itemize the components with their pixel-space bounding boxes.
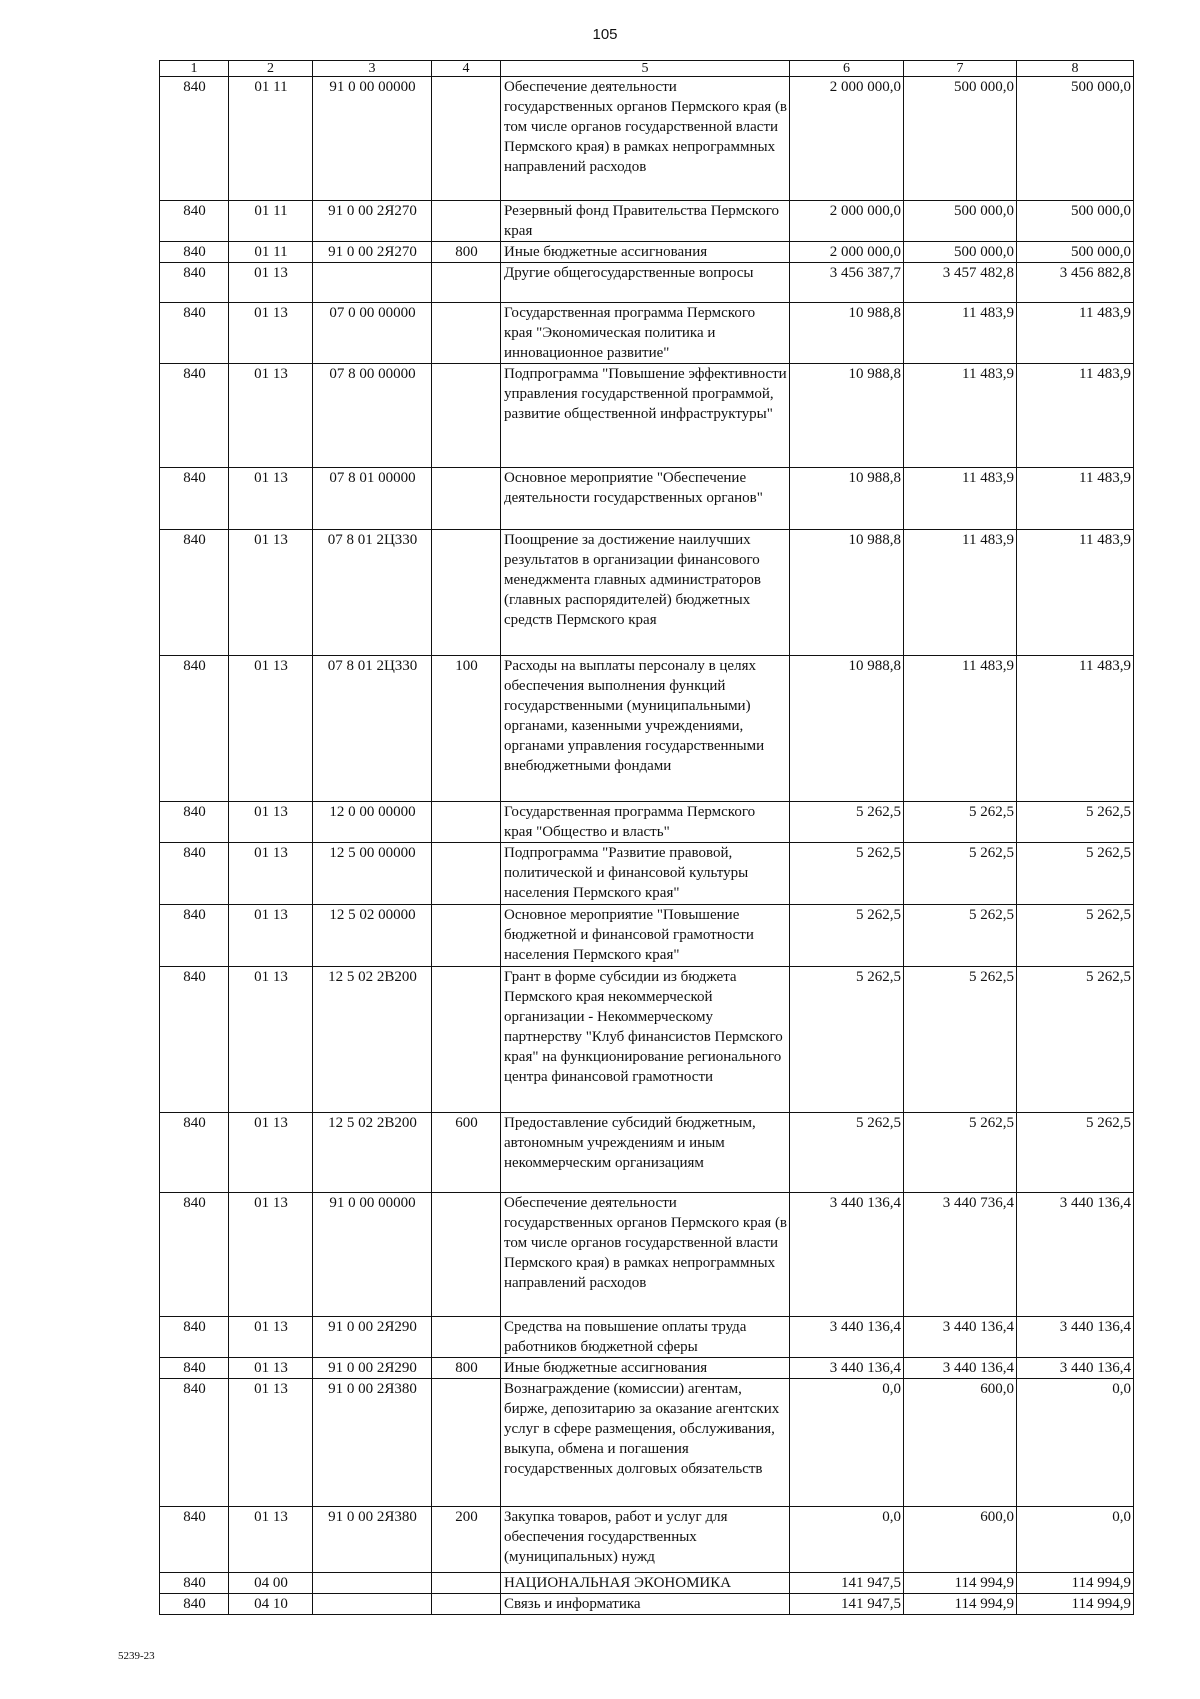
row-code-gu: 840 [160,802,229,843]
row-amount-2: 114 994,9 [904,1594,1017,1615]
table-row [160,1507,1134,1573]
row-code-gu: 840 [160,530,229,656]
document-code: 5239-23 [118,1650,155,1662]
table-row [160,263,1134,303]
row-amount-2: 11 483,9 [904,468,1017,530]
row-section: 01 13 [229,802,313,843]
row-amount-1: 5 262,5 [790,1113,904,1193]
row-amount-3: 500 000,0 [1017,77,1134,201]
row-amount-1: 5 262,5 [790,843,904,905]
row-amount-2: 5 262,5 [904,843,1017,905]
table-row [160,530,1134,656]
row-amount-3: 11 483,9 [1017,364,1134,468]
row-section: 04 00 [229,1573,313,1594]
row-code-gu: 840 [160,77,229,201]
row-amount-3: 0,0 [1017,1507,1134,1573]
row-code-gu: 840 [160,263,229,303]
table-row [160,905,1134,967]
row-amount-2: 500 000,0 [904,77,1017,201]
row-amount-1: 5 262,5 [790,905,904,967]
row-expense-type: 200 [432,1507,501,1573]
row-code-gu: 840 [160,1573,229,1594]
row-amount-1: 10 988,8 [790,303,904,364]
row-name: Основное мероприятие "Обеспечение деятельности государственных органов" [501,468,790,530]
row-amount-2: 3 440 736,4 [904,1193,1017,1317]
row-amount-1: 3 440 136,4 [790,1358,904,1379]
row-expense-type [432,201,501,242]
row-name: Резервный фонд Правительства Пермского края [501,201,790,242]
row-name: Иные бюджетные ассигнования [501,1358,790,1379]
column-header: 7 [904,61,1017,77]
row-amount-1: 3 440 136,4 [790,1317,904,1358]
row-name: НАЦИОНАЛЬНАЯ ЭКОНОМИКА [501,1573,790,1594]
column-header: 2 [229,61,313,77]
row-name: Связь и информатика [501,1594,790,1615]
row-amount-3: 5 262,5 [1017,843,1134,905]
row-amount-2: 11 483,9 [904,303,1017,364]
row-expense-type [432,1317,501,1358]
row-target-article: 91 0 00 2Я290 [313,1317,432,1358]
row-code-gu: 840 [160,1594,229,1615]
row-expense-type: 800 [432,1358,501,1379]
row-amount-2: 3 440 136,4 [904,1358,1017,1379]
row-target-article: 91 0 00 2Я270 [313,201,432,242]
row-expense-type [432,802,501,843]
table-row [160,364,1134,468]
row-target-article: 12 5 00 00000 [313,843,432,905]
row-name: Средства на повышение оплаты труда работников бюджетной сферы [501,1317,790,1358]
column-header: 5 [501,61,790,77]
row-section: 01 13 [229,1193,313,1317]
row-target-article: 91 0 00 2Я290 [313,1358,432,1379]
row-amount-3: 11 483,9 [1017,530,1134,656]
row-amount-2: 5 262,5 [904,905,1017,967]
row-target-article [313,263,432,303]
row-amount-3: 114 994,9 [1017,1573,1134,1594]
row-name: Подпрограмма "Повышение эффективности управления государственной программой, развитие общественной инфраструктуры" [501,364,790,468]
row-amount-1: 2 000 000,0 [790,242,904,263]
row-amount-3: 500 000,0 [1017,242,1134,263]
column-header: 6 [790,61,904,77]
table-row [160,201,1134,242]
row-name: Поощрение за достижение наилучших результатов в организации финансового менеджмента главных администраторов (главных распорядителей) бюджетных средств Пермского края [501,530,790,656]
row-amount-2: 500 000,0 [904,201,1017,242]
row-code-gu: 840 [160,843,229,905]
row-amount-1: 2 000 000,0 [790,77,904,201]
column-header: 3 [313,61,432,77]
table-row [160,1193,1134,1317]
row-name: Грант в форме субсидии из бюджета Пермского края некоммерческой организации - Некоммерческому партнерству "Клуб финансистов Пермского края" на функционирование регионального центра финансовой грамотности [501,967,790,1113]
row-amount-3: 5 262,5 [1017,1113,1134,1193]
row-target-article: 91 0 00 00000 [313,77,432,201]
column-header: 1 [160,61,229,77]
row-section: 01 13 [229,303,313,364]
row-target-article: 12 5 02 2В200 [313,1113,432,1193]
table-row [160,967,1134,1113]
table-row [160,656,1134,802]
row-expense-type [432,1379,501,1507]
row-expense-type [432,303,501,364]
row-name: Государственная программа Пермского края "Общество и власть" [501,802,790,843]
row-amount-2: 5 262,5 [904,967,1017,1113]
row-target-article [313,1573,432,1594]
table-row [160,77,1134,201]
row-name: Предоставление субсидий бюджетным, автономным учреждениям и иным некоммерческим организациям [501,1113,790,1193]
row-amount-1: 2 000 000,0 [790,201,904,242]
row-target-article: 12 5 02 00000 [313,905,432,967]
row-target-article: 07 8 01 00000 [313,468,432,530]
row-amount-2: 600,0 [904,1507,1017,1573]
row-amount-1: 10 988,8 [790,468,904,530]
page-number: 105 [592,26,618,43]
row-amount-2: 3 457 482,8 [904,263,1017,303]
row-code-gu: 840 [160,967,229,1113]
row-amount-3: 11 483,9 [1017,656,1134,802]
row-code-gu: 840 [160,1317,229,1358]
table-row [160,468,1134,530]
row-amount-3: 3 440 136,4 [1017,1358,1134,1379]
table-row [160,1573,1134,1594]
row-code-gu: 840 [160,1113,229,1193]
row-amount-1: 10 988,8 [790,364,904,468]
row-code-gu: 840 [160,1193,229,1317]
row-code-gu: 840 [160,656,229,802]
table-row [160,1594,1134,1615]
row-section: 01 13 [229,364,313,468]
row-name: Другие общегосударственные вопросы [501,263,790,303]
row-expense-type [432,967,501,1113]
row-expense-type [432,263,501,303]
row-amount-3: 5 262,5 [1017,802,1134,843]
row-name: Обеспечение деятельности государственных органов Пермского края (в том числе органов государственной власти Пермского края) в рамках непрограммных направлений расходов [501,1193,790,1317]
row-expense-type [432,843,501,905]
row-section: 01 13 [229,468,313,530]
row-section: 04 10 [229,1594,313,1615]
row-section: 01 13 [229,967,313,1113]
row-amount-2: 114 994,9 [904,1573,1017,1594]
budget-table [159,60,1134,1615]
row-amount-1: 141 947,5 [790,1573,904,1594]
row-section: 01 11 [229,77,313,201]
row-code-gu: 840 [160,364,229,468]
row-section: 01 13 [229,263,313,303]
row-amount-1: 5 262,5 [790,802,904,843]
row-amount-3: 5 262,5 [1017,905,1134,967]
row-section: 01 13 [229,1113,313,1193]
row-name: Основное мероприятие "Повышение бюджетной и финансовой грамотности населения Пермского края" [501,905,790,967]
row-name: Подпрограмма "Развитие правовой, политической и финансовой культуры населения Пермского края" [501,843,790,905]
row-amount-3: 11 483,9 [1017,468,1134,530]
row-name: Государственная программа Пермского края "Экономическая политика и инновационное развитие" [501,303,790,364]
table-row [160,1317,1134,1358]
row-expense-type [432,77,501,201]
row-amount-2: 5 262,5 [904,802,1017,843]
row-amount-3: 500 000,0 [1017,201,1134,242]
row-target-article: 07 8 01 2Ц330 [313,530,432,656]
row-expense-type [432,364,501,468]
row-expense-type [432,1193,501,1317]
row-amount-1: 141 947,5 [790,1594,904,1615]
row-target-article: 07 0 00 00000 [313,303,432,364]
row-amount-2: 11 483,9 [904,656,1017,802]
row-section: 01 13 [229,1507,313,1573]
row-name: Закупка товаров, работ и услуг для обеспечения государственных (муниципальных) нужд [501,1507,790,1573]
row-target-article: 91 0 00 2Я270 [313,242,432,263]
row-code-gu: 840 [160,1358,229,1379]
row-amount-2: 11 483,9 [904,530,1017,656]
row-amount-1: 10 988,8 [790,656,904,802]
row-amount-2: 500 000,0 [904,242,1017,263]
row-code-gu: 840 [160,468,229,530]
row-amount-3: 11 483,9 [1017,303,1134,364]
row-expense-type: 600 [432,1113,501,1193]
row-name: Иные бюджетные ассигнования [501,242,790,263]
row-amount-3: 3 440 136,4 [1017,1193,1134,1317]
row-section: 01 13 [229,905,313,967]
row-amount-1: 10 988,8 [790,530,904,656]
row-expense-type [432,468,501,530]
row-amount-2: 600,0 [904,1379,1017,1507]
row-section: 01 13 [229,1358,313,1379]
row-code-gu: 840 [160,1507,229,1573]
row-expense-type: 800 [432,242,501,263]
row-amount-3: 0,0 [1017,1379,1134,1507]
row-section: 01 13 [229,1379,313,1507]
row-amount-2: 11 483,9 [904,364,1017,468]
row-code-gu: 840 [160,201,229,242]
table-row [160,1379,1134,1507]
row-code-gu: 840 [160,303,229,364]
header-row [160,61,1134,77]
row-amount-3: 5 262,5 [1017,967,1134,1113]
row-target-article: 12 0 00 00000 [313,802,432,843]
table-row [160,1113,1134,1193]
row-expense-type [432,1573,501,1594]
row-expense-type: 100 [432,656,501,802]
row-target-article: 91 0 00 2Я380 [313,1507,432,1573]
row-amount-3: 3 456 882,8 [1017,263,1134,303]
table-row [160,242,1134,263]
table-row [160,843,1134,905]
row-target-article: 07 8 01 2Ц330 [313,656,432,802]
row-section: 01 11 [229,242,313,263]
row-section: 01 13 [229,843,313,905]
row-section: 01 13 [229,656,313,802]
row-amount-2: 5 262,5 [904,1113,1017,1193]
table-row [160,1358,1134,1379]
row-target-article: 91 0 00 2Я380 [313,1379,432,1507]
row-amount-1: 5 262,5 [790,967,904,1113]
row-target-article: 07 8 00 00000 [313,364,432,468]
row-amount-3: 114 994,9 [1017,1594,1134,1615]
row-expense-type [432,905,501,967]
row-section: 01 13 [229,530,313,656]
row-name: Обеспечение деятельности государственных органов Пермского края (в том числе органов государственной власти Пермского края) в рамках непрограммных направлений расходов [501,77,790,201]
column-header: 4 [432,61,501,77]
column-header: 8 [1017,61,1134,77]
row-expense-type [432,530,501,656]
row-code-gu: 840 [160,905,229,967]
row-target-article: 12 5 02 2В200 [313,967,432,1113]
row-amount-1: 3 456 387,7 [790,263,904,303]
row-amount-1: 0,0 [790,1379,904,1507]
row-section: 01 11 [229,201,313,242]
row-name: Расходы на выплаты персоналу в целях обеспечения выполнения функций государственными (муниципальными) органами, казенными учреждениями, органами управления государственными внебюджетными фондами [501,656,790,802]
row-amount-1: 3 440 136,4 [790,1193,904,1317]
row-expense-type [432,1594,501,1615]
row-section: 01 13 [229,1317,313,1358]
table-row [160,303,1134,364]
row-amount-2: 3 440 136,4 [904,1317,1017,1358]
row-amount-1: 0,0 [790,1507,904,1573]
row-amount-3: 3 440 136,4 [1017,1317,1134,1358]
row-name: Вознаграждение (комиссии) агентам, бирже, депозитарию за оказание агентских услуг в сфере размещения, обслуживания, выкупа, обмена и погашения государственных долговых обязательств [501,1379,790,1507]
row-code-gu: 840 [160,1379,229,1507]
row-target-article: 91 0 00 00000 [313,1193,432,1317]
row-target-article [313,1594,432,1615]
row-code-gu: 840 [160,242,229,263]
table-row [160,802,1134,843]
